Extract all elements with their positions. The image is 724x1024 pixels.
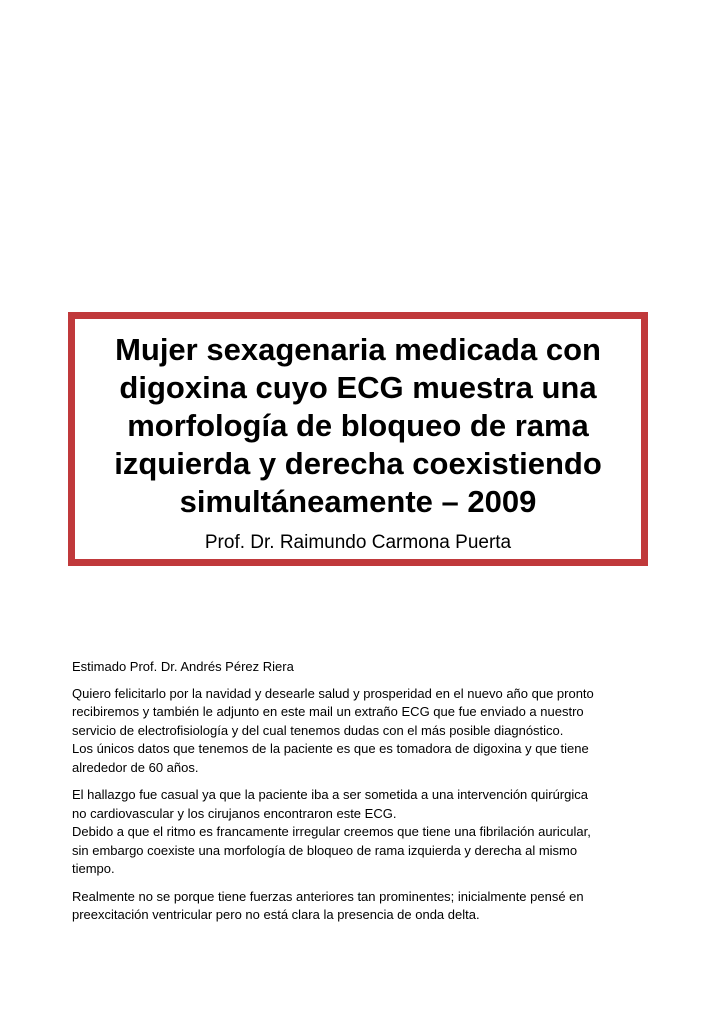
paragraph-line: Quiero felicitarlo por la navidad y desearle salud y prosperidad en el nuevo año que pronto [72,685,594,701]
paragraph-line: no cardiovascular y los cirujanos encontraron este ECG. [72,805,397,821]
title-line-2: digoxina cuyo ECG muestra una [119,370,597,405]
greeting-line: Estimado Prof. Dr. Andrés Pérez Riera [72,659,294,674]
paragraph-line: recibiremos y también le adjunto en este mail un extraño ECG que fue enviado a nuestro [72,704,584,719]
paragraph-line: sin embargo coexiste una morfología de bloqueo de rama izquierda y derecha al mismo [72,842,578,858]
letter-greeting [72,658,672,677]
title-box [68,312,648,566]
author-name: Prof. Dr. Raimundo Carmona Puerta [204,532,512,553]
paragraph-line: alrededor de 60 años. [72,759,199,775]
letter-paragraph-1 [72,685,672,778]
title-line-5: simultáneamente – 2009 [179,484,537,519]
letter-body [72,658,672,934]
paragraph-line: servicio de electrofisiología y del cual tenemos dudas con el más posible diagnóstico. [72,722,564,738]
paragraph-line: preexcitación ventricular pero no está clara la presencia de onda delta. [72,907,480,922]
paragraph-line: Debido a que el ritmo es francamente irregular creemos que tiene una fibrilación auricular, [72,824,591,839]
paragraph-line: Realmente no se porque tiene fuerzas anteriores tan prominentes; inicialmente pensé en [72,888,584,904]
title-line-4: izquierda y derecha coexistiendo [114,446,602,481]
letter-paragraph-3 [72,888,672,925]
letter-paragraph-2 [72,786,672,879]
paragraph-line: tiempo. [72,861,115,876]
paragraph-line: Los únicos datos que tenemos de la paciente es que es tomadora de digoxina y que tiene [72,741,589,756]
title-line-1: Mujer sexagenaria medicada con [115,332,601,367]
title-line-3: morfología de bloqueo de rama [127,408,589,443]
paragraph-line: El hallazgo fue casual ya que la paciente iba a ser sometida a una intervención quirúrgica [72,787,588,802]
